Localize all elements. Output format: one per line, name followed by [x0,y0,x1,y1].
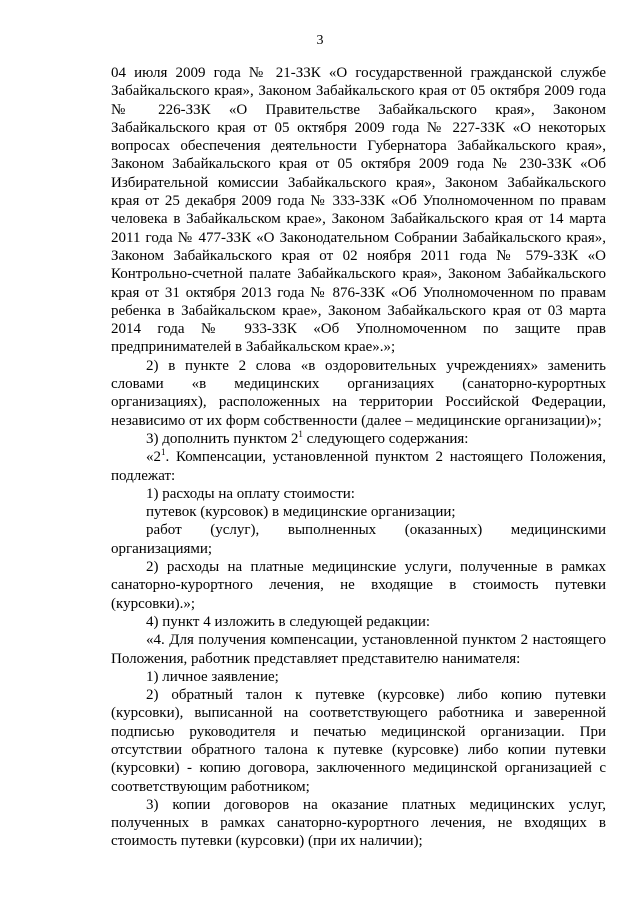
paragraph-vouchers: путевок (курсовок) в медицинские организации; [146,504,456,521]
paragraph-works: работ (услуг), выполненных (оказанных) медицинскими организациями; [111,522,606,557]
paragraph-subitem-1: 1) расходы на оплату стоимости: [146,485,355,502]
paragraph-return-coupon: 2) обратный талон к путевке (курсовке) либо копию путевки (курсовки), выписанной на соответствующего работника и заверенной подписью руководителя и печатью медицинской организации. При отсутствии обратного талона к путевке (курсовке) либо копии путевки (курсовки) - копию договора, заключенного медицинской организацией с соответствующим работником; [111,687,606,795]
superscript: 1 [161,447,166,458]
text-part: 3) дополнить пунктом 2 [146,430,299,447]
paragraph-clause-4: «4. Для получения компенсации, установленной пунктом 2 настоящего Положения, работник представляет представителю нанимателя: [111,632,606,667]
paragraph-subitem-2: 2) расходы на платные медицинские услуги, полученные в рамках санаторно-курортного лечения, не входящие в стоимость путевки (курсовки).»; [111,559,606,612]
paragraph-item-4: 4) пункт 4 изложить в следующей редакции: [146,613,431,630]
text-part: . Компенсации, установленной пунктом 2 настоящего Положения, подлежат: [111,449,606,484]
page-number: 3 [316,33,324,48]
paragraph-statement: 1) личное заявление; [146,668,279,685]
paragraph-item-2: 2) в пункте 2 слова «в оздоровительных учреждениях» заменить словами «в медицинских организациях (санаторно-курортных организациях), расположенных на территории Российской Федерации, независимо от их форм собственности (далее – медицинские организации)»; [111,357,606,429]
superscript: 1 [298,428,303,439]
paragraph-laws-list: 04 июля 2009 года № 21-ЗЗК «О государственной гражданской службе Забайкальского края», Законом Забайкальского края от 05 октября 2009 года № 226-ЗЗК «О Правительстве Забайкальского края», Законом Забайкальского края от 05 октября 2009 года № 227-ЗЗК «О некоторых вопросах обеспечения деятельности Губернатора Забайкальского края», Законом Забайкальского края от 05 октября 2009 года № 230-ЗЗК «Об Избирательной комиссии Забайкальского края», Законом Забайкальского края от 25 декабря 2009 года № 333-ЗЗК «Об Уполномоченном по правам человека в Забайкальском крае», Законом Забайкальского края от 14 марта 2011 года № 477-ЗЗК «О Законодательном Собрании Забайкальского края», Законом Забайкальского края от 02 ноября 2011 года № 579-ЗЗК «О Контрольно-счетной палате Забайкальского края», Законом Забайкальского края от 31 октября 2013 года № 876-ЗЗК «Об Уполномоченном по правам ребенка в Забайкальском крае», Законом Забайкальского края от 03 марта 2014 года № 933-ЗЗК «Об Уполномоченном по защите прав предпринимателей в Забайкальском крае».»; [111,65,606,356]
document-body [111,64,606,851]
paragraph-item-3 [111,430,606,448]
text-part: «2 [146,449,161,466]
text-part: следующего содержания: [302,430,469,447]
paragraph-contracts: 3) копии договоров на оказание платных медицинских услуг, полученных в рамках санаторно-курортного лечения, не входящих в стоимость путевки (курсовки) (при их наличии); [111,796,606,850]
paragraph-clause-2-1 [111,448,606,485]
